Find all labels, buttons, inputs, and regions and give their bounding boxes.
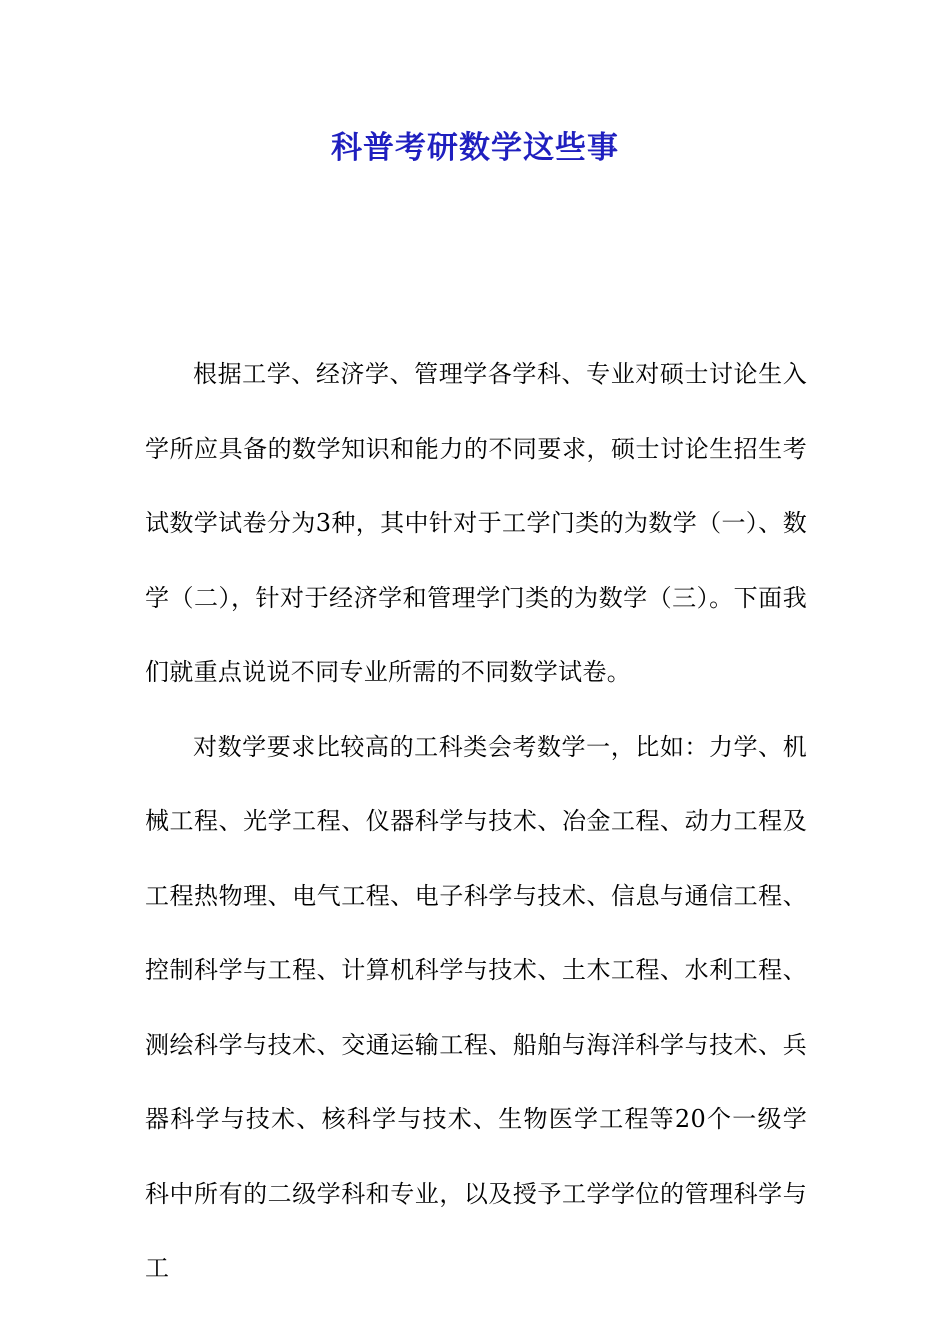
document-title: 科普考研数学这些事 bbox=[331, 130, 619, 166]
paragraph-intro: 根据工学、经济学、管理学各学科、专业对硕士讨论生入学所应具备的数学知识和能力的不同要求，硕士讨论生招生考试数学试卷分为3种，其中针对于工学门类的为数学（一）、数学（二），针对于经济学和管理学门类的为数学（三）。下面我们就重点说说不同专业所需的不同数学试卷。 bbox=[145, 360, 807, 686]
document-body bbox=[145, 337, 807, 1306]
paragraph-math-one-majors: 对数学要求比较高的工科类会考数学一，比如：力学、机械工程、光学工程、仪器科学与技术、冶金工程、动力工程及工程热物理、电气工程、电子科学与技术、信息与通信工程、控制科学与工程、计算机科学与技术、土木工程、水利工程、测绘科学与技术、交通运输工程、船舶与海洋科学与技术、兵器科学与技术、核科学与技术、生物医学工程等20个一级学科中所有的二级学科和专业，以及授予工学学位的管理科学与工 bbox=[145, 732, 807, 1282]
